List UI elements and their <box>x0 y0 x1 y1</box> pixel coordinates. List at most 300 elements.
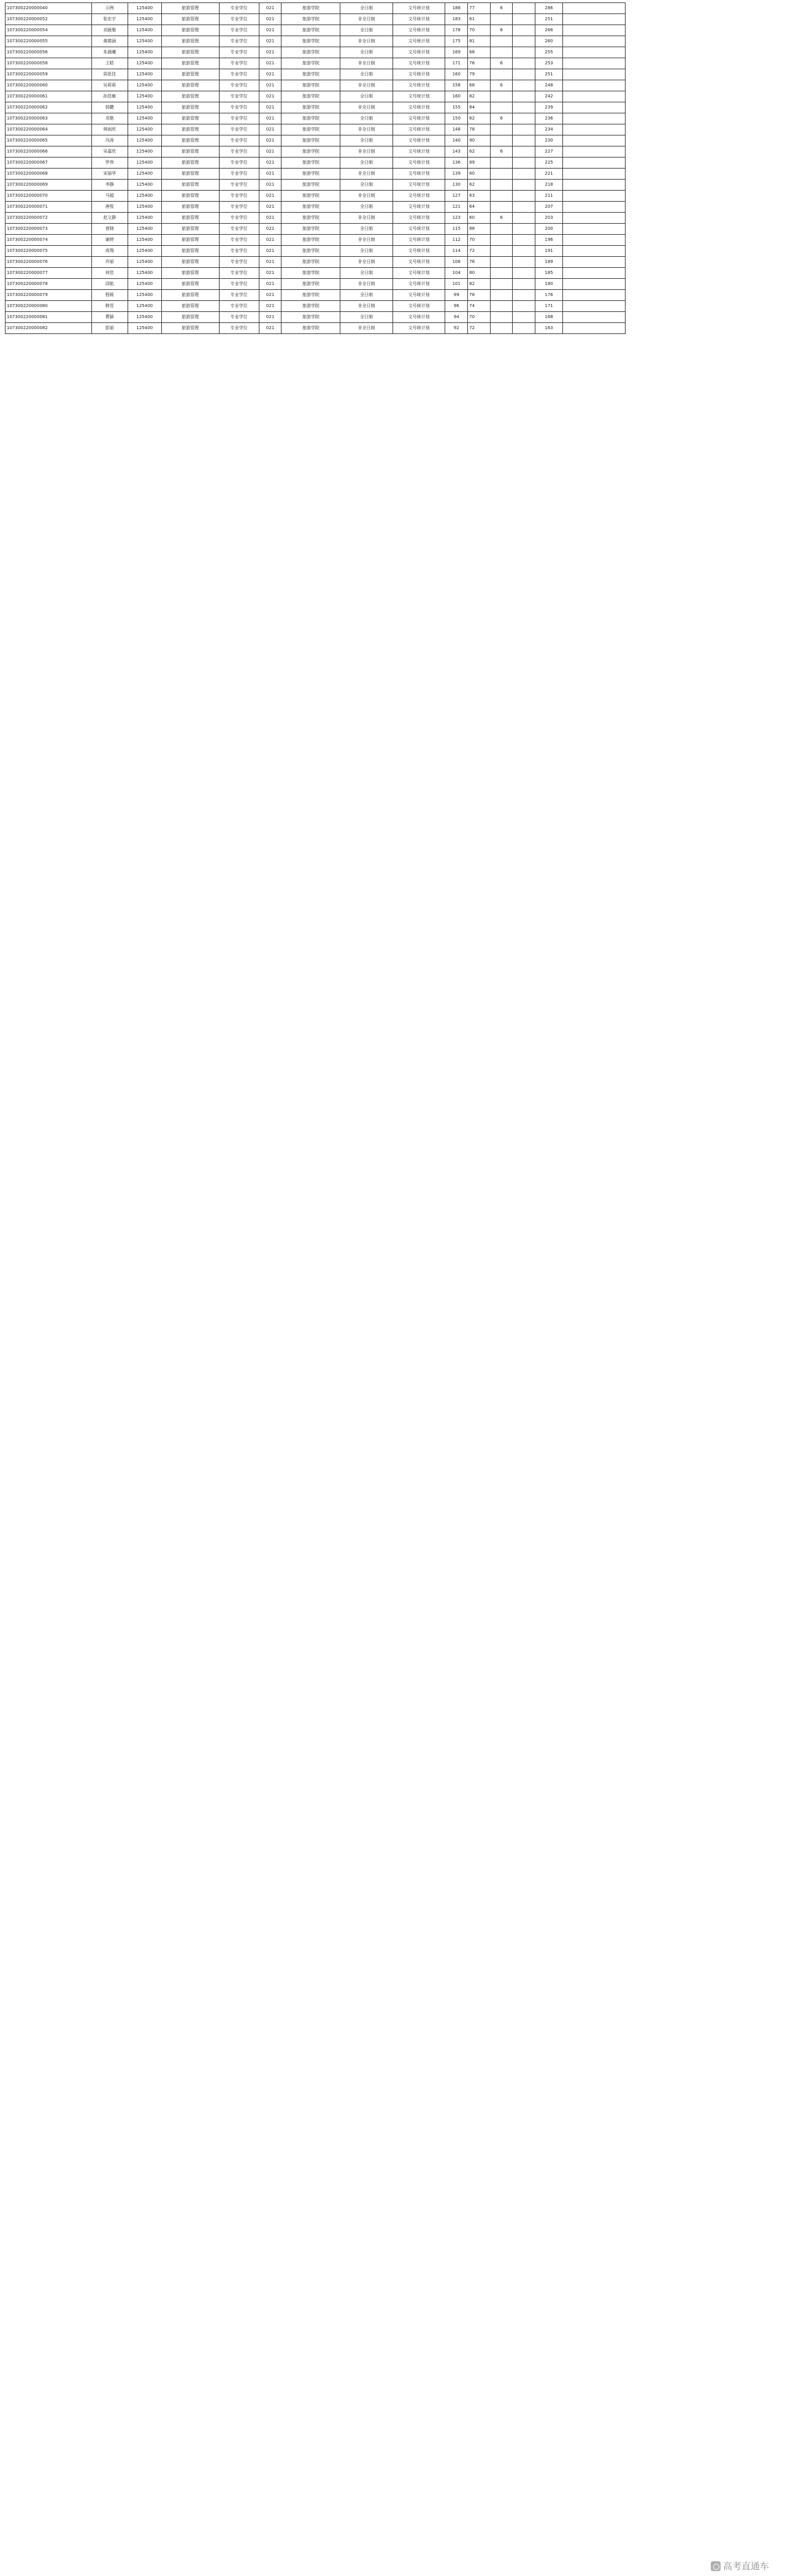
table-cell: 107300220000070 <box>6 191 92 202</box>
table-cell: 专业学位 <box>219 124 259 135</box>
table-cell: 021 <box>259 224 281 235</box>
table-cell <box>513 213 535 224</box>
table-cell: 107300220000040 <box>6 3 92 14</box>
table-cell: 全日制 <box>340 47 393 58</box>
table-cell: 非全日制 <box>340 257 393 268</box>
table-cell: 101 <box>445 279 468 290</box>
table-cell: 021 <box>259 191 281 202</box>
table-cell: 125400 <box>128 58 161 69</box>
table-cell: 旅游管理 <box>161 202 219 213</box>
table-cell: 200 <box>535 224 563 235</box>
table-cell <box>513 36 535 47</box>
table-cell: 79 <box>468 69 491 80</box>
table-cell: 非全日制 <box>340 102 393 113</box>
table-cell: 专业学位 <box>219 3 259 14</box>
table-row <box>6 158 626 169</box>
table-cell: 专业学位 <box>219 113 259 124</box>
table-cell: 邱航 <box>91 279 128 290</box>
table-cell: 81 <box>468 36 491 47</box>
table-cell: 旅游学院 <box>281 14 340 25</box>
table-row <box>6 135 626 146</box>
table-cell: 全日制 <box>340 290 393 301</box>
table-cell: 文号统计划 <box>392 146 445 158</box>
table-cell: 专业学位 <box>219 158 259 169</box>
table-cell: 251 <box>535 69 563 80</box>
table-cell: 非全日制 <box>340 301 393 312</box>
table-cell: 78 <box>468 124 491 135</box>
table-cell: 125400 <box>128 279 161 290</box>
table-cell: 77 <box>468 3 491 14</box>
table-cell: 96 <box>445 301 468 312</box>
table-cell <box>513 246 535 257</box>
table-cell: 旅游管理 <box>161 246 219 257</box>
table-cell <box>513 323 535 334</box>
table-cell: 189 <box>535 257 563 268</box>
table-row <box>6 47 626 58</box>
table-cell <box>563 279 626 290</box>
table-cell: 文号统计划 <box>392 80 445 91</box>
table-cell: 彭丽 <box>91 323 128 334</box>
table-cell: 旅游学院 <box>281 135 340 146</box>
table-cell: 唐悦 <box>91 202 128 213</box>
table-cell: 62 <box>468 113 491 124</box>
table-cell: 168 <box>535 312 563 323</box>
table-cell <box>490 124 513 135</box>
table-cell: 61 <box>468 14 491 25</box>
table-cell <box>563 301 626 312</box>
table-cell: 朱晨曦 <box>91 47 128 58</box>
table-cell: 专业学位 <box>219 257 259 268</box>
table-cell: 021 <box>259 124 281 135</box>
table-cell: 125400 <box>128 257 161 268</box>
table-cell: 125400 <box>128 224 161 235</box>
table-cell: 旅游管理 <box>161 169 219 180</box>
table-cell: 148 <box>445 124 468 135</box>
table-cell: 周思佳 <box>91 69 128 80</box>
table-cell: 107300220000066 <box>6 146 92 158</box>
table-cell: 021 <box>259 246 281 257</box>
table-row <box>6 25 626 36</box>
table-cell: 125400 <box>128 169 161 180</box>
table-cell: 高翔 <box>91 246 128 257</box>
table-cell: 64 <box>468 202 491 213</box>
table-cell: 021 <box>259 113 281 124</box>
table-cell: 专业学位 <box>219 224 259 235</box>
table-row <box>6 69 626 80</box>
table-cell: 文号统计划 <box>392 25 445 36</box>
table-cell <box>490 69 513 80</box>
table-cell: 139 <box>445 169 468 180</box>
table-cell: 107300220000079 <box>6 290 92 301</box>
table-cell: 107300220000069 <box>6 180 92 191</box>
table-cell: 108 <box>445 257 468 268</box>
table-cell: 021 <box>259 323 281 334</box>
table-cell: 旅游管理 <box>161 224 219 235</box>
table-cell: 旅游管理 <box>161 279 219 290</box>
table-cell: 全日制 <box>340 202 393 213</box>
table-cell: 125400 <box>128 91 161 102</box>
table-cell: 旅游管理 <box>161 268 219 279</box>
table-cell <box>563 25 626 36</box>
table-row <box>6 113 626 124</box>
table-cell: 冯涛 <box>91 135 128 146</box>
table-cell: 专业学位 <box>219 47 259 58</box>
table-cell: 125400 <box>128 301 161 312</box>
table-cell: 旅游管理 <box>161 25 219 36</box>
table-row <box>6 3 626 14</box>
table-cell: 248 <box>535 80 563 91</box>
table-cell: 107300220000074 <box>6 235 92 246</box>
table-cell: 183 <box>445 14 468 25</box>
table-body <box>6 3 626 334</box>
table-cell <box>490 91 513 102</box>
table-cell: 旅游管理 <box>161 290 219 301</box>
table-cell: 文号统计划 <box>392 290 445 301</box>
table-cell: 021 <box>259 58 281 69</box>
table-cell: 89 <box>468 158 491 169</box>
table-cell: 文号统计划 <box>392 224 445 235</box>
table-row <box>6 91 626 102</box>
table-cell: 旅游学院 <box>281 58 340 69</box>
table-cell: 专业学位 <box>219 246 259 257</box>
table-cell: 6 <box>490 3 513 14</box>
table-cell: 211 <box>535 191 563 202</box>
table-cell: 021 <box>259 312 281 323</box>
table-cell <box>513 180 535 191</box>
table-cell: 全日制 <box>340 246 393 257</box>
table-cell: 谢婷 <box>91 235 128 246</box>
table-cell <box>513 135 535 146</box>
table-cell <box>513 113 535 124</box>
table-cell <box>490 224 513 235</box>
table-cell: 文号统计划 <box>392 180 445 191</box>
table-cell <box>513 279 535 290</box>
table-cell: 旅游管理 <box>161 191 219 202</box>
table-cell: 旅游管理 <box>161 124 219 135</box>
table-cell: 李静 <box>91 180 128 191</box>
table-cell: 马超 <box>91 191 128 202</box>
table-cell: 吴莉莉 <box>91 80 128 91</box>
admission-table <box>5 2 626 334</box>
table-cell: 125400 <box>128 146 161 158</box>
table-cell: 021 <box>259 135 281 146</box>
table-cell: 107300220000065 <box>6 135 92 146</box>
table-row <box>6 202 626 213</box>
table-cell: 文号统计划 <box>392 124 445 135</box>
table-cell <box>563 191 626 202</box>
table-cell: 125400 <box>128 202 161 213</box>
table-cell <box>563 224 626 235</box>
table-cell: 021 <box>259 3 281 14</box>
table-cell: 王皓 <box>91 58 128 69</box>
table-cell: 234 <box>535 124 563 135</box>
table-cell <box>490 158 513 169</box>
table-cell: 125400 <box>128 180 161 191</box>
table-cell: 130 <box>445 180 468 191</box>
table-cell: 文号统计划 <box>392 257 445 268</box>
table-cell: 286 <box>535 3 563 14</box>
table-cell: 242 <box>535 91 563 102</box>
table-cell: 旅游管理 <box>161 91 219 102</box>
table-row <box>6 224 626 235</box>
table-cell: 专业学位 <box>219 323 259 334</box>
table-cell <box>513 25 535 36</box>
table-cell: 76 <box>468 257 491 268</box>
table-cell <box>563 158 626 169</box>
table-cell: 171 <box>445 58 468 69</box>
table-cell <box>513 14 535 25</box>
table-cell: 许丽 <box>91 257 128 268</box>
table-cell: 文号统计划 <box>392 235 445 246</box>
table-cell <box>563 113 626 124</box>
table-cell: 6 <box>490 213 513 224</box>
table-cell: 全日制 <box>340 158 393 169</box>
table-cell <box>490 191 513 202</box>
table-cell: 非全日制 <box>340 146 393 158</box>
table-cell: 125400 <box>128 290 161 301</box>
table-row <box>6 124 626 135</box>
table-cell: 84 <box>468 102 491 113</box>
table-cell: 62 <box>468 146 491 158</box>
table-cell: 107300220000058 <box>6 58 92 69</box>
table-cell: 专业学位 <box>219 180 259 191</box>
table-cell <box>513 69 535 80</box>
table-cell: 专业学位 <box>219 290 259 301</box>
table-cell: 文号统计划 <box>392 191 445 202</box>
table-cell: 旅游管理 <box>161 323 219 334</box>
table-cell: 107300220000077 <box>6 268 92 279</box>
table-row <box>6 58 626 69</box>
table-cell: 021 <box>259 202 281 213</box>
table-cell: 罗伟 <box>91 158 128 169</box>
table-cell: 旅游学院 <box>281 69 340 80</box>
table-cell: 6 <box>490 113 513 124</box>
table-row <box>6 290 626 301</box>
table-cell <box>513 290 535 301</box>
table-cell: 021 <box>259 102 281 113</box>
table-cell: 全日制 <box>340 91 393 102</box>
table-row <box>6 80 626 91</box>
table-cell: 021 <box>259 80 281 91</box>
table-cell: 169 <box>445 47 468 58</box>
table-cell: 155 <box>445 102 468 113</box>
table-cell: 旅游学院 <box>281 268 340 279</box>
table-cell: 非全日制 <box>340 279 393 290</box>
table-cell <box>563 246 626 257</box>
table-row <box>6 191 626 202</box>
table-cell <box>563 14 626 25</box>
table-cell: 82 <box>468 279 491 290</box>
table-cell: 旅游学院 <box>281 257 340 268</box>
table-cell: 125400 <box>128 191 161 202</box>
table-cell: 021 <box>259 158 281 169</box>
table-cell: 吴嘉欣 <box>91 146 128 158</box>
table-cell: 125400 <box>128 323 161 334</box>
table-cell <box>490 301 513 312</box>
table-cell: 90 <box>468 135 491 146</box>
table-cell: 旅游管理 <box>161 257 219 268</box>
table-cell: 旅游学院 <box>281 323 340 334</box>
table-cell: 107300220000076 <box>6 257 92 268</box>
table-cell: 107300220000072 <box>6 213 92 224</box>
table-cell: 旅游学院 <box>281 213 340 224</box>
table-cell: 125400 <box>128 312 161 323</box>
table-cell: 191 <box>535 246 563 257</box>
table-cell: 专业学位 <box>219 14 259 25</box>
table-cell: 非全日制 <box>340 191 393 202</box>
table-row <box>6 102 626 113</box>
table-cell: 旅游学院 <box>281 224 340 235</box>
table-row <box>6 213 626 224</box>
table-cell: 非全日制 <box>340 124 393 135</box>
table-cell: 160 <box>445 91 468 102</box>
table-cell: 021 <box>259 36 281 47</box>
table-cell <box>563 323 626 334</box>
table-cell: 107300220000071 <box>6 202 92 213</box>
table-row <box>6 235 626 246</box>
table-cell: 专业学位 <box>219 69 259 80</box>
table-cell: 旅游学院 <box>281 113 340 124</box>
table-cell: 021 <box>259 180 281 191</box>
table-cell: 旅游管理 <box>161 113 219 124</box>
table-cell: 旅游学院 <box>281 47 340 58</box>
table-cell: 107300220000054 <box>6 25 92 36</box>
table-row <box>6 180 626 191</box>
table-cell <box>513 102 535 113</box>
table-row <box>6 14 626 25</box>
table-cell <box>563 268 626 279</box>
table-cell: 76 <box>468 58 491 69</box>
table-cell: 171 <box>535 301 563 312</box>
table-cell: 专业学位 <box>219 135 259 146</box>
table-cell: 旅游学院 <box>281 191 340 202</box>
table-cell: 专业学位 <box>219 235 259 246</box>
table-cell <box>513 312 535 323</box>
table-cell: 非全日制 <box>340 323 393 334</box>
table-cell: 196 <box>535 235 563 246</box>
watermark-text: 高考直通车 <box>722 2561 769 2572</box>
table-cell: 021 <box>259 279 281 290</box>
table-cell: 158 <box>445 80 468 91</box>
table-cell: 文号统计划 <box>392 36 445 47</box>
table-cell: 文号统计划 <box>392 301 445 312</box>
table-cell: 旅游管理 <box>161 213 219 224</box>
table-cell: 文号统计划 <box>392 3 445 14</box>
table-row <box>6 268 626 279</box>
table-cell: 孙佳敏 <box>91 91 128 102</box>
table-cell: 239 <box>535 102 563 113</box>
table-cell: 专业学位 <box>219 279 259 290</box>
table-cell: 专业学位 <box>219 102 259 113</box>
table-cell: 文号统计划 <box>392 323 445 334</box>
table-cell: 旅游学院 <box>281 235 340 246</box>
table-cell: 021 <box>259 25 281 36</box>
table-cell <box>563 135 626 146</box>
table-cell <box>513 257 535 268</box>
table-row <box>6 312 626 323</box>
table-cell: 专业学位 <box>219 25 259 36</box>
table-cell: 旅游学院 <box>281 180 340 191</box>
table-cell: 旅游管理 <box>161 3 219 14</box>
table-cell: 175 <box>445 36 468 47</box>
table-cell: 021 <box>259 257 281 268</box>
table-cell: 125400 <box>128 25 161 36</box>
table-cell <box>490 268 513 279</box>
table-cell <box>513 191 535 202</box>
table-cell: 旅游学院 <box>281 124 340 135</box>
table-cell: 全日制 <box>340 69 393 80</box>
table-cell <box>490 202 513 213</box>
table-cell: 78 <box>468 290 491 301</box>
table-cell: 114 <box>445 246 468 257</box>
table-cell <box>563 213 626 224</box>
table-cell: 021 <box>259 146 281 158</box>
table-cell: 黄婧涵 <box>91 36 128 47</box>
table-cell: 旅游管理 <box>161 80 219 91</box>
table-cell: 121 <box>445 202 468 213</box>
table-cell: 92 <box>445 323 468 334</box>
table-row <box>6 257 626 268</box>
table-cell: 70 <box>468 235 491 246</box>
table-cell: 郭鹏 <box>91 102 128 113</box>
table-cell: 非全日制 <box>340 80 393 91</box>
table-cell: 专业学位 <box>219 312 259 323</box>
table-cell: 104 <box>445 268 468 279</box>
table-cell: 旅游学院 <box>281 202 340 213</box>
table-cell: 107300220000063 <box>6 113 92 124</box>
table-cell: 107300220000075 <box>6 246 92 257</box>
table-cell: 207 <box>535 202 563 213</box>
table-row <box>6 323 626 334</box>
watermark <box>711 2559 769 2572</box>
table-cell <box>563 58 626 69</box>
table-cell: 127 <box>445 191 468 202</box>
table-cell <box>563 312 626 323</box>
table-cell: 6 <box>490 25 513 36</box>
table-cell: 非全日制 <box>340 169 393 180</box>
table-cell <box>513 224 535 235</box>
table-cell: 82 <box>468 91 491 102</box>
table-cell <box>490 290 513 301</box>
table-cell: 63 <box>468 191 491 202</box>
table-cell <box>513 47 535 58</box>
table-cell: 255 <box>535 47 563 58</box>
table-cell: 示例 <box>91 3 128 14</box>
table-cell: 107300220000055 <box>6 36 92 47</box>
table-cell: 旅游学院 <box>281 146 340 158</box>
wechat-icon <box>711 2561 721 2571</box>
table-cell: 70 <box>468 25 491 36</box>
table-cell: 旅游管理 <box>161 180 219 191</box>
table-cell: 107300220000068 <box>6 169 92 180</box>
table-cell: 非全日制 <box>340 58 393 69</box>
table-cell: 何佳 <box>91 268 128 279</box>
table-cell: 115 <box>445 224 468 235</box>
table-cell: 赵文静 <box>91 213 128 224</box>
table-cell <box>513 146 535 158</box>
table-cell <box>490 257 513 268</box>
table-cell: 253 <box>535 58 563 69</box>
table-cell: 全日制 <box>340 224 393 235</box>
table-cell: 68 <box>468 80 491 91</box>
table-cell <box>563 80 626 91</box>
table-cell <box>563 257 626 268</box>
table-cell: 140 <box>445 135 468 146</box>
table-cell: 旅游学院 <box>281 290 340 301</box>
table-cell: 021 <box>259 235 281 246</box>
table-cell: 旅游学院 <box>281 3 340 14</box>
table-cell: 文号统计划 <box>392 312 445 323</box>
